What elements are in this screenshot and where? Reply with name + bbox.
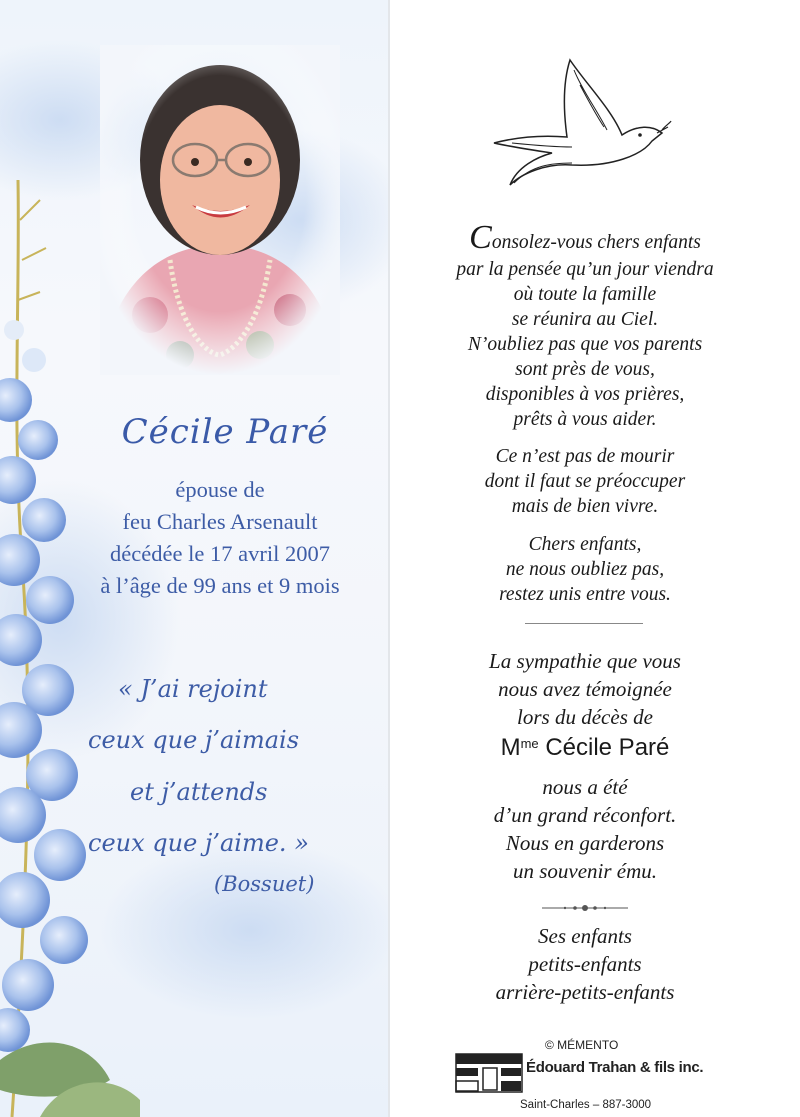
memento-credit: © MÉMENTO <box>545 1038 619 1052</box>
mme-sup: me <box>520 736 539 751</box>
portrait-photo <box>100 45 340 375</box>
sympathy-line: Nous en garderons <box>505 831 665 855</box>
poem-first-rest: onsolez-vous chers enfants <box>491 232 701 253</box>
mme-prefix: M <box>500 734 521 761</box>
poem-line: se réunira au Ciel. <box>511 309 659 330</box>
poem-line: mais de bien vivre. <box>511 496 659 517</box>
family-line: petits-enfants <box>528 952 642 976</box>
funeral-home-logo-icon <box>455 1053 523 1093</box>
quote-line: ceux que j’aimais <box>88 726 300 754</box>
divider-line <box>525 623 643 624</box>
info-line: feu Charles Arsenault <box>122 509 318 534</box>
memorial-left-panel <box>0 0 388 1117</box>
sympathy-line: d’un grand réconfort. <box>493 803 677 827</box>
poem-line: ne nous oubliez pas, <box>505 559 665 580</box>
ornament-divider-icon <box>540 903 630 913</box>
funeral-home-name: Édouard Trahan & fils inc. <box>526 1059 704 1076</box>
poem-first-line <box>425 219 745 256</box>
info-line: décédée le 17 avril 2007 <box>110 541 330 566</box>
sympathy-line: nous a été <box>542 775 628 799</box>
family-line: arrière-petits-enfants <box>495 980 675 1004</box>
leaf-icon <box>0 1043 140 1117</box>
quote-line: ceux que j’aime. » <box>88 829 309 857</box>
info-line: à l’âge de 99 ans et 9 mois <box>100 573 340 598</box>
dove-icon <box>492 55 672 190</box>
info-line: épouse de <box>175 477 265 502</box>
deceased-name: Cécile Paré <box>121 412 329 452</box>
poem-line: restez unis entre vous. <box>499 584 671 605</box>
quote-author: (Bossuet) <box>214 872 315 896</box>
poem-line: Chers enfants, <box>528 534 642 555</box>
dropcap: C <box>469 219 492 256</box>
sympathy-line: La sympathie que vous <box>489 649 681 673</box>
sympathy-line: un souvenir ému. <box>512 859 658 883</box>
poem-line: Ce n’est pas de mourir <box>495 446 675 467</box>
poem-line: dont il faut se préoccuper <box>484 471 686 492</box>
funeral-home-address: Saint-Charles – 887-3000 <box>520 1099 652 1111</box>
quote-line: et j’attends <box>130 778 268 806</box>
poem-line: par la pensée qu’un jour viendra <box>456 259 714 280</box>
poem-line: sont près de vous, <box>515 359 655 380</box>
family-line: Ses enfants <box>538 924 632 948</box>
mme-name-text: Cécile Paré <box>538 734 670 761</box>
poem-line: où toute la famille <box>513 284 657 305</box>
poem-line: N’oubliez pas que vos parents <box>467 334 703 355</box>
mme-name <box>425 734 745 762</box>
poem-line: disponibles à vos prières, <box>485 384 685 405</box>
quote-line: « J’ai rejoint <box>118 675 268 703</box>
sympathy-line: nous avez témoignée <box>498 677 672 701</box>
poem-line: prêts à vous aider. <box>513 409 657 430</box>
sympathy-line: lors du décès de <box>517 705 653 729</box>
